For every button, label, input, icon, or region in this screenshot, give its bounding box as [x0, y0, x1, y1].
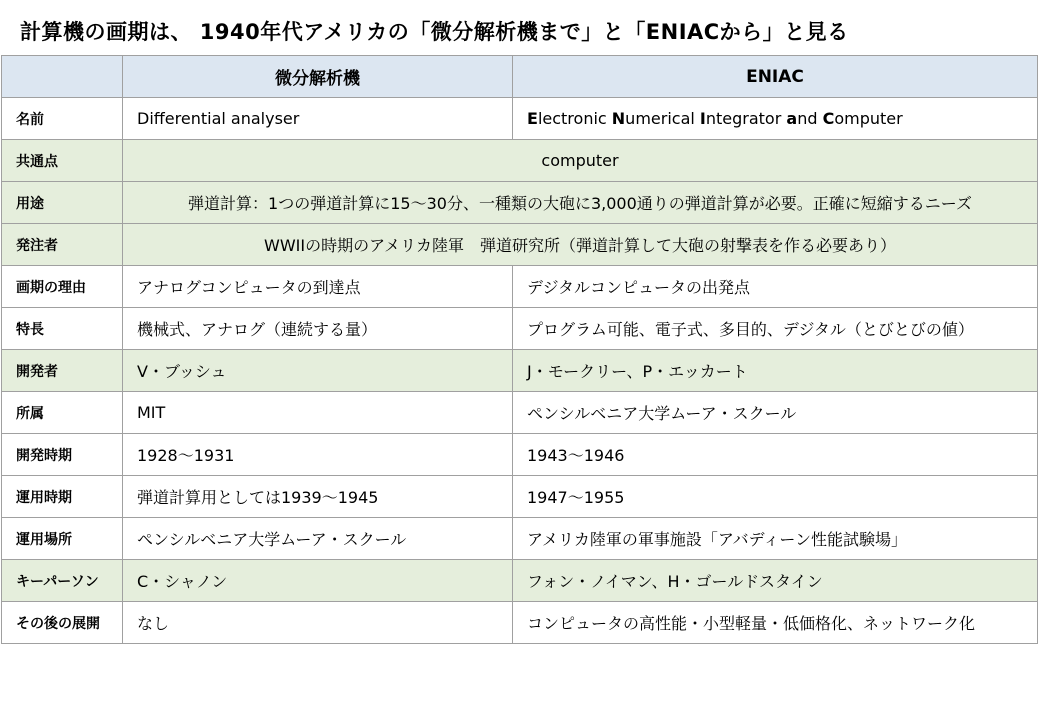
table-header-row: [2, 56, 1038, 98]
header-eniac: ENIAC: [513, 56, 1038, 98]
row-key-person: [2, 560, 1038, 602]
header-differential-analyser: 微分解析機: [123, 56, 513, 98]
cell-eniac: デジタルコンピュータの出発点: [513, 266, 1038, 308]
eniac-name-part: lectronic: [537, 109, 612, 128]
cell-analyser: C・シャノン: [123, 560, 513, 602]
cell-analyser: 機械式、アナログ（連続する量）: [123, 308, 513, 350]
row-label: 画期の理由: [2, 266, 123, 308]
eniac-name-part: a: [786, 109, 798, 128]
cell-merged: WWIIの時期のアメリカ陸軍 弾道研究所（弾道計算して大砲の射撃表を作る必要あり）: [123, 224, 1038, 266]
eniac-name-part: nd: [797, 109, 823, 128]
eniac-name-part: omputer: [834, 109, 903, 128]
row-label: 運用時期: [2, 476, 123, 518]
row-label: 所属: [2, 392, 123, 434]
row-aftermath: [2, 602, 1038, 644]
row-label: その後の展開: [2, 602, 123, 644]
row-label: 共通点: [2, 140, 123, 182]
cell-merged: computer: [123, 140, 1038, 182]
cell-eniac: コンピュータの高性能・小型軽量・低価格化、ネットワーク化: [513, 602, 1038, 644]
cell-eniac: 1947～1955: [513, 476, 1038, 518]
row-developer: [2, 350, 1038, 392]
cell-eniac: フォン・ノイマン、H・ゴールドスタイン: [513, 560, 1038, 602]
page-title: 計算機の画期は、 1940年代アメリカの「微分解析機まで」と「ENIACから」と見る: [20, 20, 849, 44]
row-label: 開発時期: [2, 434, 123, 476]
cell-eniac: プログラム可能、電子式、多目的、デジタル（とびとびの値）: [513, 308, 1038, 350]
eniac-name-part: E: [527, 109, 538, 128]
eniac-name-part: C: [822, 109, 835, 128]
cell-analyser: ペンシルベニア大学ムーア・スクール: [123, 518, 513, 560]
cell-analyser: MIT: [123, 392, 513, 434]
cell-analyser: 1928～1931: [123, 434, 513, 476]
row-label: 運用場所: [2, 518, 123, 560]
row-label: 開発者: [2, 350, 123, 392]
row-label: 用途: [2, 182, 123, 224]
cell-eniac: J・モークリー、P・エッカート: [513, 350, 1038, 392]
cell-merged: 弾道計算：1つの弾道計算に15～30分、一種類の大砲に3,000通りの弾道計算が必要。正確に短縮するニーズ: [123, 182, 1038, 224]
row-affiliation: [2, 392, 1038, 434]
cell-analyser: Differential analyser: [123, 98, 513, 140]
eniac-name-part: umerical: [625, 109, 700, 128]
row-features: [2, 308, 1038, 350]
cell-analyser: 弾道計算用としては1939～1945: [123, 476, 513, 518]
row-purpose: [2, 182, 1038, 224]
row-client: [2, 224, 1038, 266]
row-common: [2, 140, 1038, 182]
row-label: 発注者: [2, 224, 123, 266]
row-op-place: [2, 518, 1038, 560]
header-corner: [2, 56, 123, 98]
cell-analyser: V・ブッシュ: [123, 350, 513, 392]
cell-eniac: ペンシルベニア大学ムーア・スクール: [513, 392, 1038, 434]
row-op-period: [2, 476, 1038, 518]
row-reason: [2, 266, 1038, 308]
row-label: 名前: [2, 98, 123, 140]
eniac-name-part: N: [611, 109, 626, 128]
cell-eniac: アメリカ陸軍の軍事施設「アバディーン性能試験場」: [513, 518, 1038, 560]
cell-eniac: 1943～1946: [513, 434, 1038, 476]
cell-analyser: アナログコンピュータの到達点: [123, 266, 513, 308]
row-label: 特長: [2, 308, 123, 350]
cell-analyser: なし: [123, 602, 513, 644]
row-dev-period: [2, 434, 1038, 476]
comparison-table: [1, 55, 1038, 644]
row-label: キーパーソン: [2, 560, 123, 602]
eniac-name-part: ntegrator: [705, 109, 787, 128]
cell-eniac-name: [513, 98, 1038, 140]
eniac-name-part: I: [699, 109, 706, 128]
row-name: [2, 98, 1038, 140]
